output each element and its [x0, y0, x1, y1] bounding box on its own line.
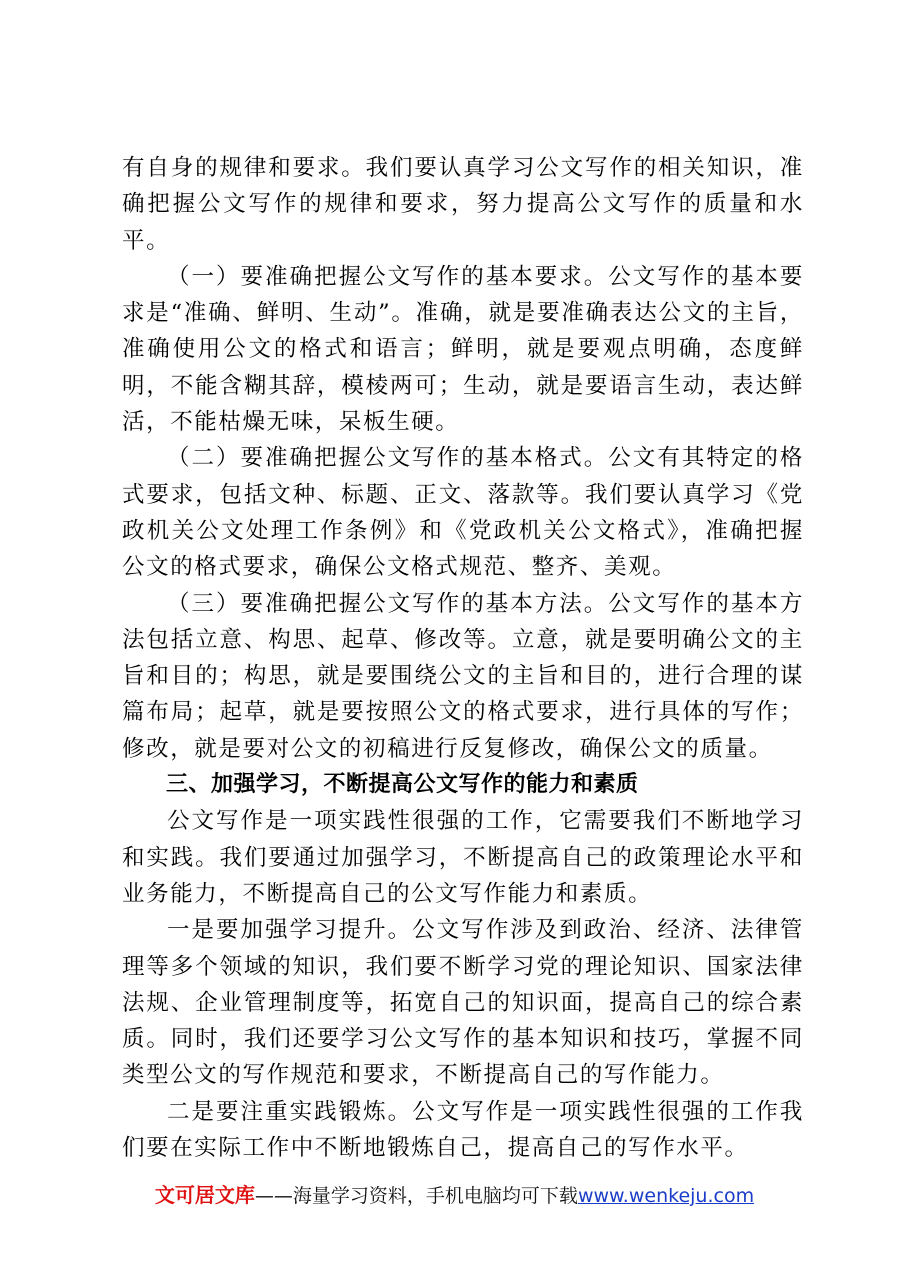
paragraph-section-three: （三）要准确把握公文写作的基本方法。公文写作的基本方法包括立意、构思、起草、修改等。立意，就是要明确公文的主旨和目的；构思，就是要围绕公文的主旨和目的，进行合理的谋篇布局；起草，就是要按照公文的格式要求，进行具体的写作；修改，就是要对公文的初稿进行反复修改，确保公文的质量。: [122, 590, 804, 762]
section-heading: 三、加强学习，不断提高公文写作的能力和素质: [166, 772, 639, 798]
document-body: [122, 150, 804, 1166]
paragraph-section-two: （二）要准确把握公文写作的基本格式。公文有其特定的格式要求，包括文种、标题、正文、落款等。我们要认真学习《党政机关公文处理工作条例》和《党政机关公文格式》，准确把握公文的格式要求，确保公文格式规范、整齐、美观。: [122, 445, 804, 581]
paragraph-intro: 公文写作是一项实践性很强的工作，它需要我们不断地学习和实践。我们要通过加强学习，不断提高自己的政策理论水平和业务能力，不断提高自己的公文写作能力和素质。: [122, 808, 804, 907]
paragraph-section-one: （一）要准确把握公文写作的基本要求。公文写作的基本要求是“准确、鲜明、生动”。准确，就是要准确表达公文的主旨，准确使用公文的格式和语言；鲜明，就是要观点明确，态度鲜明，不能含糊其辞，模棱两可；生动，就是要语言生动，表达鲜活，不能枯燥无味，呆板生硬。: [122, 263, 804, 436]
footer-brand: 文可居文库: [154, 1183, 255, 1207]
footer-banner: [0, 1180, 909, 1211]
paragraph-point-two: 二是要注重实践锻炼。公文写作是一项实践性很强的工作我们要在实际工作中不断地锻炼自己，提高自己的写作水平。: [122, 1098, 804, 1162]
paragraph-continuation: 有自身的规律和要求。我们要认真学习公文写作的相关知识，准确把握公文写作的规律和要求，努力提高公文写作的质量和水平。: [122, 155, 804, 254]
paragraph-point-one: 一是要加强学习提升。公文写作涉及到政治、经济、法律管理等多个领域的知识，我们要不断学习党的理论知识、国家法律法规、企业管理制度等，拓宽自己的知识面，提高自己的综合素质。同时，我们还要学习公文写作的基本知识和技巧，掌握不同类型公文的写作规范和要求，不断提高自己的写作能力。: [122, 917, 804, 1089]
footer-link[interactable]: www.wenkeju.com: [577, 1185, 755, 1207]
footer-tagline: ——海量学习资料，手机电脑均可下载: [254, 1185, 578, 1207]
